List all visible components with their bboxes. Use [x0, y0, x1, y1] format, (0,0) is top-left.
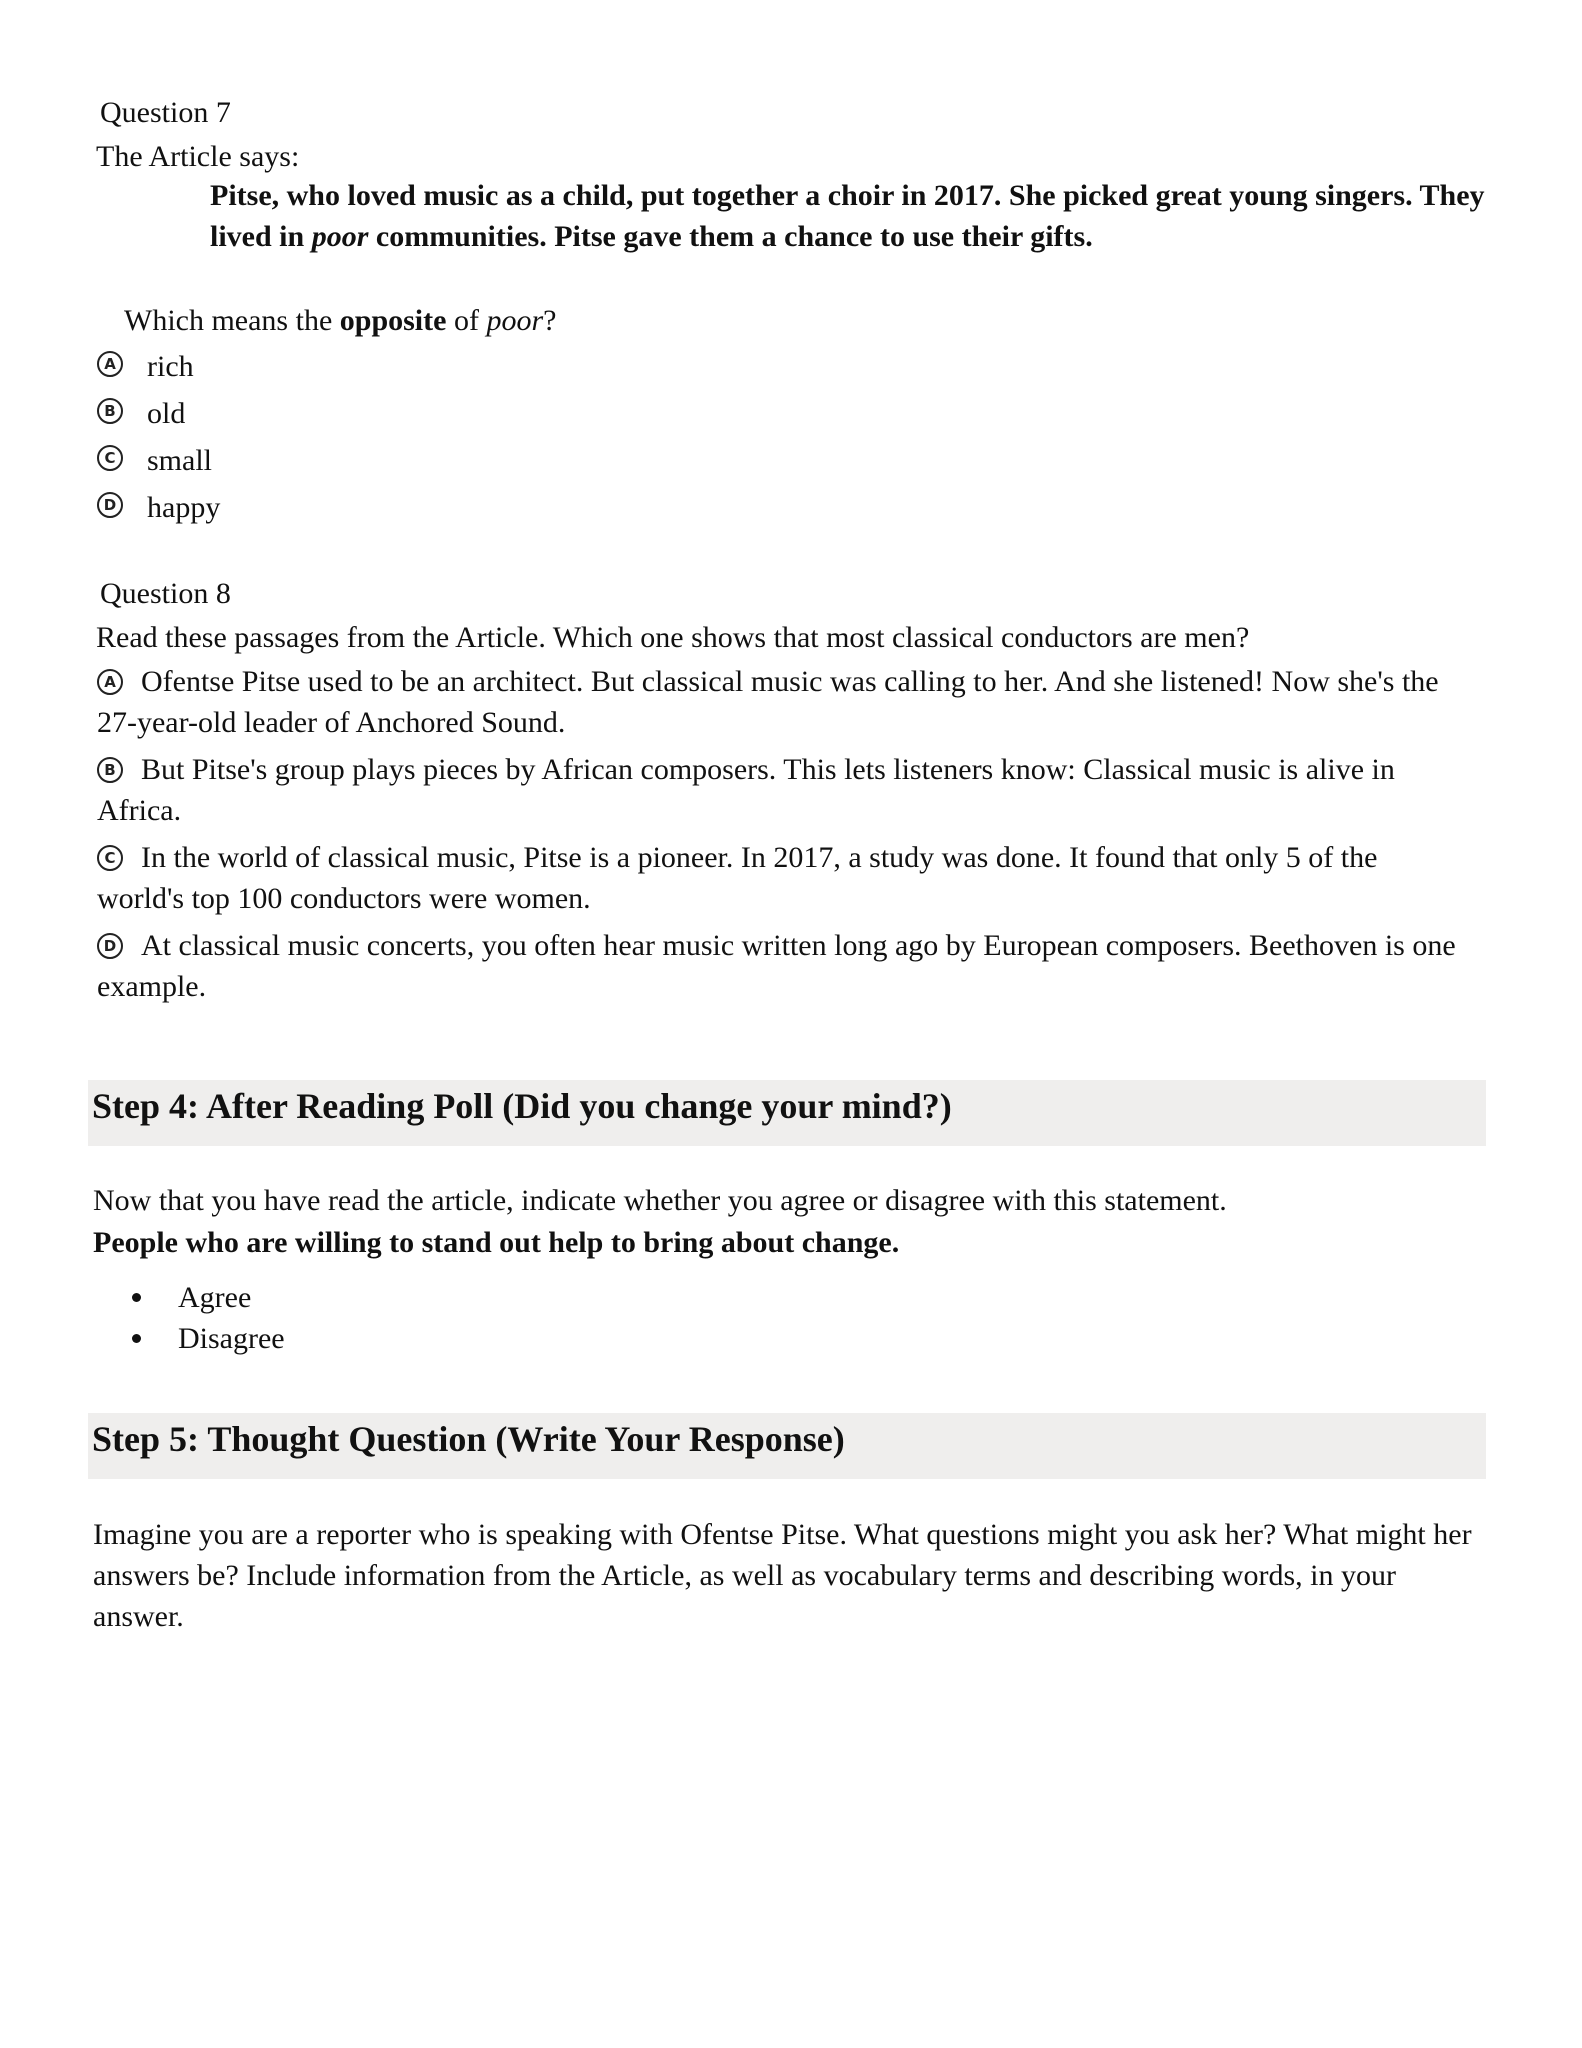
option-b-text: But Pitse's group plays pieces by African composers. This lets listeners know: Classical music is alive in Africa. [97, 753, 1395, 827]
poll-choice-label: Agree [178, 1281, 252, 1314]
step-4-title: Step 4: After Reading Poll (Did you change your mind?) [92, 1086, 952, 1126]
step-5-title: Step 5: Thought Question (Write Your Response) [92, 1419, 845, 1459]
step-4-header [88, 1080, 1486, 1146]
option-d-label: happy [147, 491, 221, 524]
q8-option-d[interactable] [97, 925, 1467, 1007]
bullet-icon [132, 1334, 141, 1343]
q8-option-a[interactable] [97, 661, 1467, 743]
prompt-text-1: Which means the [124, 304, 333, 337]
prompt-keyword: poor [486, 304, 544, 337]
q8-option-b[interactable] [97, 749, 1467, 831]
option-c-text: In the world of classical music, Pitse is a pioneer. In 2017, a study was done. It found that only 5 of the world's top 100 conductors were women. [97, 841, 1378, 915]
option-c-bubble[interactable]: C [97, 445, 123, 471]
option-a-bubble[interactable]: A [97, 351, 123, 377]
question-7-heading: Question 7 [100, 96, 231, 129]
question-8-heading: Question 8 [100, 577, 231, 610]
option-d-bubble[interactable]: D [97, 492, 123, 518]
option-d-bubble[interactable]: D [97, 933, 123, 959]
article-quote-part-1: Pitse, who loved music as a child, put together a choir in 2017. She picked great young singers. They lived in [210, 179, 1485, 253]
question-7-prompt [124, 300, 556, 341]
option-d-text: At classical music concerts, you often hear music written long ago by European composers. Beethoven is one example. [97, 929, 1456, 1003]
option-a-label: rich [147, 350, 194, 383]
poll-instruction: Now that you have read the article, indicate whether you agree or disagree with this statement. [93, 1184, 1227, 1217]
option-b-bubble[interactable]: B [97, 398, 123, 424]
prompt-text-2: of [453, 304, 479, 337]
option-a-bubble[interactable]: A [97, 669, 123, 695]
thought-question-prompt: Imagine you are a reporter who is speaking with Ofentse Pitse. What questions might you ask her? What might her answers be? Include information from the Article, as well as vocabulary terms and describing words, in your answer. [93, 1518, 1472, 1633]
article-quote [210, 175, 1510, 257]
poll-statement: People who are willing to stand out help to bring about change. [93, 1226, 900, 1259]
option-b-label: old [147, 397, 186, 430]
prompt-bold-word: opposite [339, 304, 447, 337]
option-c-label: small [147, 444, 212, 477]
option-a-text: Ofentse Pitse used to be an architect. But classical music was calling to her. And she listened! Now she's the 27-year-old leader of Anchored Sound. [97, 665, 1439, 739]
option-c-bubble[interactable]: C [97, 845, 123, 871]
q8-option-c[interactable] [97, 837, 1467, 919]
question-8-prompt: Read these passages from the Article. Which one shows that most classical conductors are men? [96, 621, 1250, 654]
option-b-bubble[interactable]: B [97, 757, 123, 783]
article-quote-part-2: communities. Pitse gave them a chance to use their gifts. [375, 220, 1093, 253]
question-7-intro: The Article says: [96, 140, 300, 173]
prompt-end: ? [543, 304, 557, 337]
article-quote-keyword: poor [311, 220, 369, 253]
step-5-header [88, 1413, 1486, 1479]
poll-choice-label: Disagree [178, 1322, 285, 1355]
bullet-icon [132, 1293, 141, 1302]
